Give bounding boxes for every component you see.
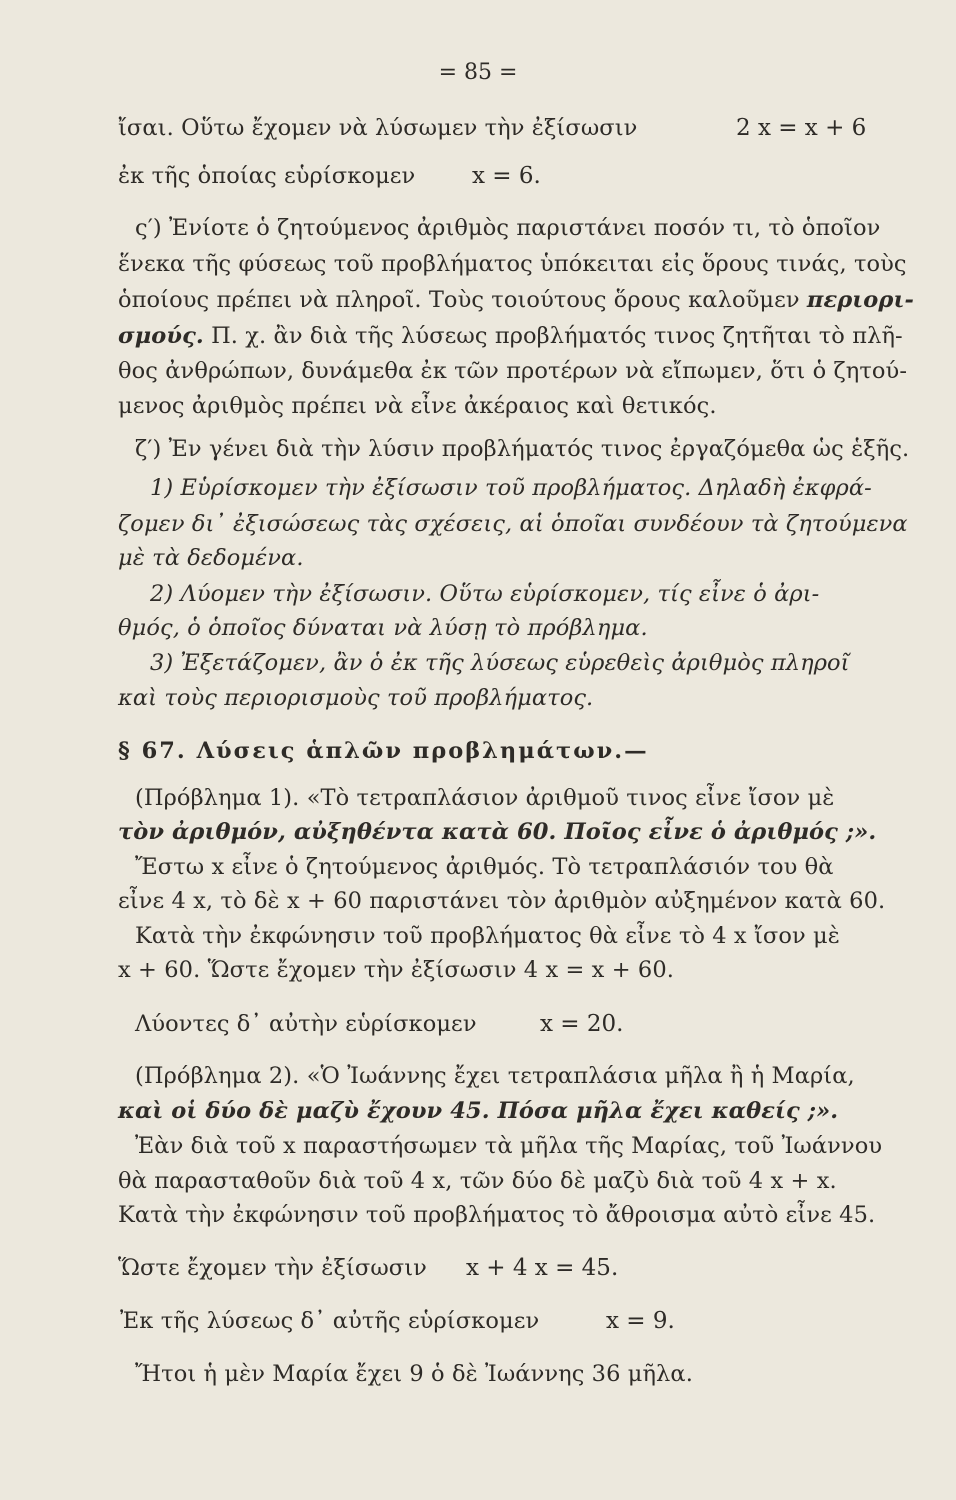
text-line: x + 60. Ὥστε ἔχομεν τὴν ἐξίσωσιν 4 x = x + 60. — [118, 957, 675, 983]
text-line: καὶ οἱ δύο δὲ μαζὺ ἔχουν 45. Πόσα μῆλα ἔχει καθείς ;». — [118, 1098, 839, 1124]
text-line: ζομεν δι᾿ ἐξισώσεως τὰς σχέσεις, αἱ ὁποῖαι συνδέουν τὰ ζητούμενα — [118, 511, 908, 537]
text-line: Ἐὰν διὰ τοῦ x παραστήσωμεν τὰ μῆλα τῆς Μαρίας, τοῦ Ἰωάννου — [135, 1133, 883, 1159]
page-number: = 85 = — [438, 60, 518, 85]
text-line: (Πρόβλημα 2). «Ὁ Ἰωάννης ἔχει τετραπλάσια μῆλα ἢ ἡ Μαρία, — [135, 1063, 855, 1089]
text-line: Λύοντες δ᾿ αὐτὴν εὑρίσκομεν — [135, 1011, 477, 1037]
text-line: ζ′) Ἐν γένει διὰ τὴν λύσιν προβλήματός τινος ἐργαζόμεθα ὡς ἑξῆς. — [135, 436, 910, 462]
text-line: 1) Εὑρίσκομεν τὴν ἐξίσωσιν τοῦ προβλήματος. Δηλαδὴ ἐκφρά- — [150, 475, 872, 501]
text-line: Κατὰ τὴν ἐκφώνησιν τοῦ προβλήματος τὸ ἄθροισμα αὐτὸ εἶνε 45. — [118, 1202, 876, 1228]
equation: 2 x = x + 6 — [736, 115, 867, 141]
equation: x = 6. — [472, 163, 541, 189]
text-line: σμούς. Π. χ. ἂν διὰ τῆς λύσεως προβλήματός τινος ζητῆται τὸ πλῆ- — [118, 323, 903, 349]
text-line: θὰ παρασταθοῦν διὰ τοῦ 4 x, τῶν δύο δὲ μαζὺ διὰ τοῦ 4 x + x. — [118, 1168, 837, 1194]
text-line: εἶνε 4 x, τὸ δὲ x + 60 παριστάνει τὸν ἀριθμὸν αὐξημένον κατὰ 60. — [118, 888, 886, 914]
text-line: Κατὰ τὴν ἐκφώνησιν τοῦ προβλήματος θὰ εἶνε τὸ 4 x ἴσον μὲ — [135, 923, 840, 949]
equation: x + 4 x = 45. — [466, 1255, 619, 1281]
text-line: ς′) Ἐνίοτε ὁ ζητούμενος ἀριθμὸς παριστάνει ποσόν τι, τὸ ὁποῖον — [135, 215, 881, 241]
text-line: Ὥστε ἔχομεν τὴν ἐξίσωσιν — [118, 1255, 427, 1281]
text-line: θος ἀνθρώπων, δυνάμεθα ἐκ τῶν προτέρων νὰ εἴπωμεν, ὅτι ὁ ζητού- — [118, 358, 908, 384]
text-line: Ἔστω x εἶνε ὁ ζητούμενος ἀριθμός. Τὸ τετραπλάσιόν του θὰ — [135, 854, 834, 880]
text-line: (Πρόβλημα 1). «Τὸ τετραπλάσιον ἀριθμοῦ τινος εἶνε ἴσον μὲ — [135, 785, 835, 811]
equation: x = 9. — [606, 1308, 675, 1334]
text-line: ὁποίους πρέπει νὰ πληροῖ. Τοὺς τοιούτους ὅρους καλοῦμεν περιορι- — [118, 287, 914, 313]
text-line: Ἐκ τῆς λύσεως δ᾿ αὐτῆς εὑρίσκομεν — [120, 1308, 540, 1334]
text-line: ἕνεκα τῆς φύσεως τοῦ προβλήματος ὑπόκειται εἰς ὅρους τινάς, τοὺς — [118, 251, 907, 277]
text-line: μενος ἀριθμὸς πρέπει νὰ εἶνε ἀκέραιος καὶ θετικός. — [118, 393, 717, 419]
text-line: 2) Λύομεν τὴν ἐξίσωσιν. Οὕτω εὑρίσκομεν, τίς εἶνε ὁ ἀρι- — [150, 581, 820, 607]
text-line: 3) Ἐξετάζομεν, ἂν ὁ ἐκ τῆς λύσεως εὑρεθεὶς ἀριθμὸς πληροῖ — [150, 650, 850, 676]
text-line: Ἤτοι ἡ μὲν Μαρία ἔχει 9 ὁ δὲ Ἰωάννης 36 μῆλα. — [135, 1361, 693, 1387]
section-heading: § 67. Λύσεις ἁπλῶν προβλημάτων.— — [118, 738, 649, 764]
text-line: μὲ τὰ δεδομένα. — [118, 545, 304, 571]
text-line: καὶ τοὺς περιορισμοὺς τοῦ προβλήματος. — [118, 685, 594, 711]
text-line: θμός, ὁ ὁποῖος δύναται νὰ λύσῃ τὸ πρόβλημα. — [118, 615, 648, 641]
text-line: ἐκ τῆς ὁποίας εὑρίσκομεν — [118, 163, 416, 189]
text-line: τὸν ἀριθμόν, αὐξηθέντα κατὰ 60. Ποῖος εἶνε ὁ ἀριθμός ;». — [118, 819, 877, 845]
text-line: ἴσαι. Οὕτω ἔχομεν νὰ λύσωμεν τὴν ἐξίσωσιν — [118, 115, 638, 141]
equation: x = 20. — [540, 1011, 624, 1037]
